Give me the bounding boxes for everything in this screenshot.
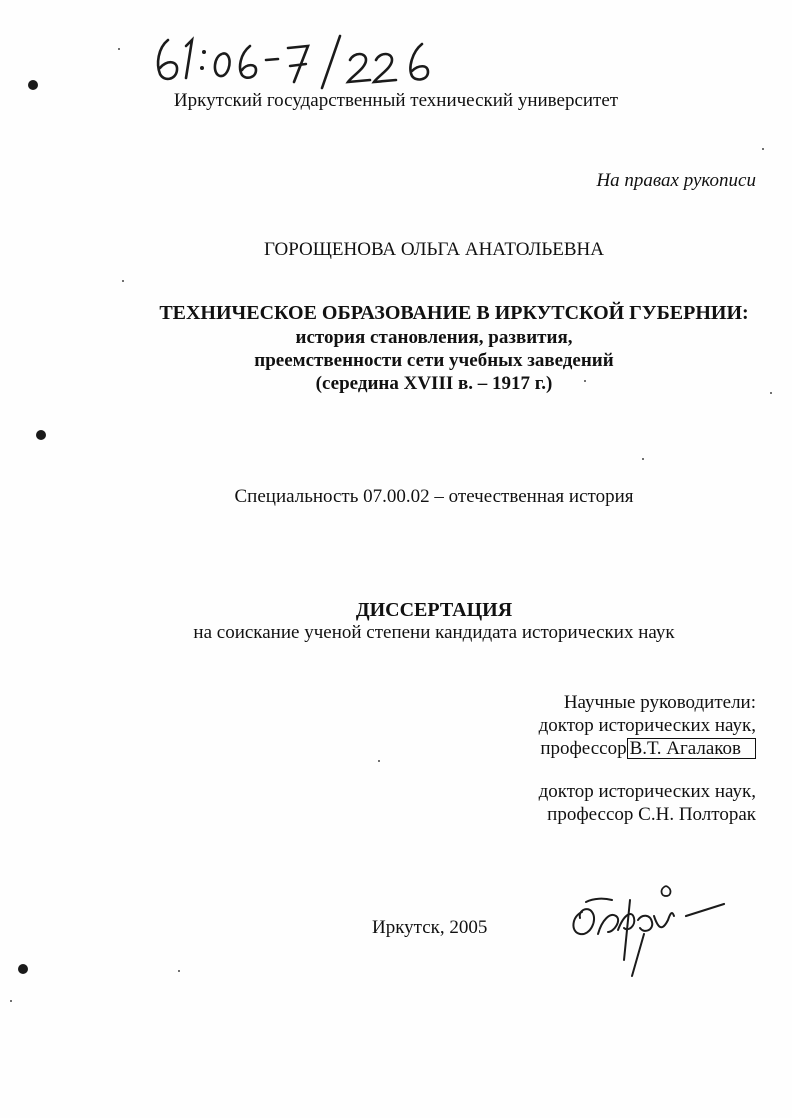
scan-speck [178,970,180,972]
supervisors-heading: Научные руководители: [563,692,756,713]
binding-hole [18,964,28,974]
university-name: Иркутский государственный технический университет [173,90,619,111]
supervisor2-degree: доктор исторических наук, [538,781,756,802]
title-sub-line2: преемственности сети учебных заведений [254,350,614,371]
supervisor1-degree: доктор исторических наук, [538,715,756,736]
specialty-line: Специальность 07.00.02 – отечественная история [234,486,634,507]
scan-speck [770,392,772,394]
scan-speck [642,458,644,460]
degree-line: на соискание ученой степени кандидата исторических наук [193,622,675,643]
title-main: ТЕХНИЧЕСКОЕ ОБРАЗОВАНИЕ В ИРКУТСКОЙ ГУБЕРНИИ: [159,302,749,324]
scan-speck [10,1000,12,1002]
scan-speck [118,48,120,50]
supervisor1-title: профессор [540,738,627,759]
supervisor2-line: профессор С.Н. Полторак [547,804,756,825]
supervisor2-block [539,780,756,826]
handwritten-archive-mark [150,30,450,90]
author-name: ГОРОЩЕНОВА ОЛЬГА АНАТОЛЬЕВНА [263,239,604,260]
title-sub-line3: (середина XVIII в. – 1917 г.) [315,373,553,394]
binding-hole [28,80,38,90]
supervisors-block [539,691,756,760]
handwritten-signature [568,880,728,980]
place-year: Иркутск, 2005 [372,917,488,938]
supervisor1-name-framed: В.Т. Агалаков [627,738,756,759]
document-type: ДИССЕРТАЦИЯ [355,599,513,621]
scan-speck [584,380,586,382]
scan-speck [378,760,380,762]
title-sub-line1: история становления, развития, [295,327,573,348]
manuscript-note: На правах рукописи [596,170,756,191]
scan-speck [122,280,124,282]
scan-speck [762,148,764,150]
supervisor1-line [539,737,756,760]
binding-hole [36,430,46,440]
